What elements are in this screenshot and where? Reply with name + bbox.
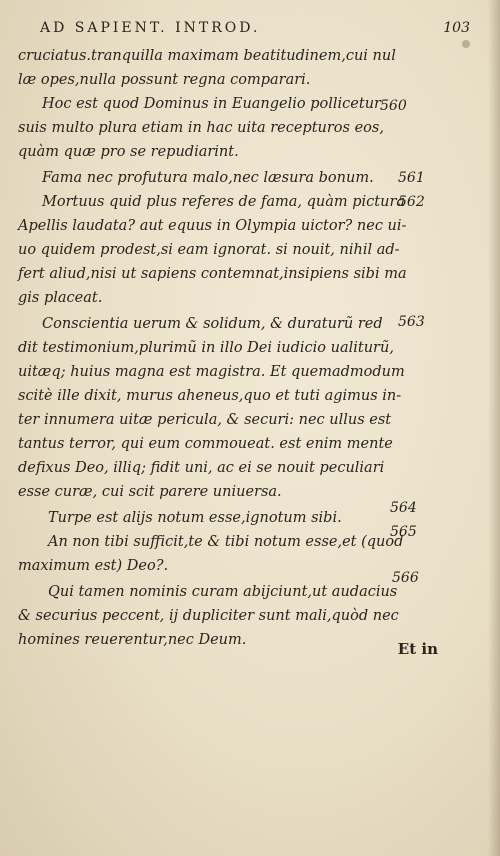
text-line: homines reuerentur,nec Deum.	[18, 632, 247, 648]
text-line: Turpe est alijs notum esse,ignotum sibi.	[48, 510, 342, 526]
margin-number: 562	[398, 194, 425, 210]
text-line: cruciatus.tranquilla maximam beatitudinem,cui nul	[18, 48, 396, 64]
text-line: fert aliud,nisi ut sapiens contemnat,insipiens sibi ma	[18, 266, 407, 282]
text-line: & securius peccent, ij dupliciter sunt mali,quòd nec	[18, 608, 399, 624]
text-line: Mortuus quid plus referes de fama, quàm pictura	[42, 194, 406, 210]
margin-number: 564	[390, 500, 417, 516]
text-line: quàm quæ pro se repudiarint.	[18, 144, 239, 160]
text-line: An non tibi sufficit,te & tibi notum esse,et (quod	[48, 534, 404, 550]
text-line: Conscientia uerum & solidum, & duraturũ red	[42, 316, 383, 332]
text-line: læ opes,nulla possunt regna comparari.	[18, 72, 311, 88]
text-line: dit testimonium,plurimũ in illo Dei iudicio ualiturũ,	[18, 340, 394, 356]
page-number: 103	[443, 20, 470, 36]
catchword: Et in	[397, 640, 438, 658]
text-line: Fama nec profutura malo,nec læsura bonum.	[42, 170, 374, 186]
margin-number: 563	[398, 314, 425, 330]
text-line: Hoc est quod Dominus in Euangelio pollicetur	[42, 96, 381, 112]
margin-number: 565	[390, 524, 417, 540]
text-line: maximum est) Deo?.	[18, 558, 169, 574]
text-line: Qui tamen nominis curam abijciunt,ut audacius	[48, 584, 398, 600]
margin-number: 566	[392, 570, 419, 586]
running-title: AD SAPIENT. INTROD.	[40, 20, 261, 36]
text-line: tantus terror, qui eum commoueat. est enim mente	[18, 436, 393, 452]
margin-number: 561	[398, 170, 425, 186]
text-line: defixus Deo, illiq; fidit uni, ac ei se nouit peculiari	[18, 460, 385, 476]
text-line: ter innumera uitæ pericula, & securi: nec ullus est	[18, 412, 392, 428]
text-line: esse curæ, cui scit parere uniuersa.	[18, 484, 282, 500]
text-line: uo quidem prodest,si eam ignorat. si nouit, nihil ad-	[18, 242, 400, 258]
margin-number: 560	[380, 98, 407, 114]
text-line: suis multo plura etiam in hac uita recepturos eos,	[18, 120, 384, 136]
text-line: Apellis laudata? aut equus in Olympia uictor? nec ui-	[18, 218, 407, 234]
text-line: uitæq; huius magna est magistra. Et quemadmodum	[18, 364, 405, 380]
text-line: scitè ille dixit, murus aheneus,quo et tuti agimus in-	[18, 388, 402, 404]
page-header	[40, 20, 470, 44]
text-line: gis placeat.	[18, 290, 103, 306]
page-edge-shadow	[488, 0, 500, 856]
